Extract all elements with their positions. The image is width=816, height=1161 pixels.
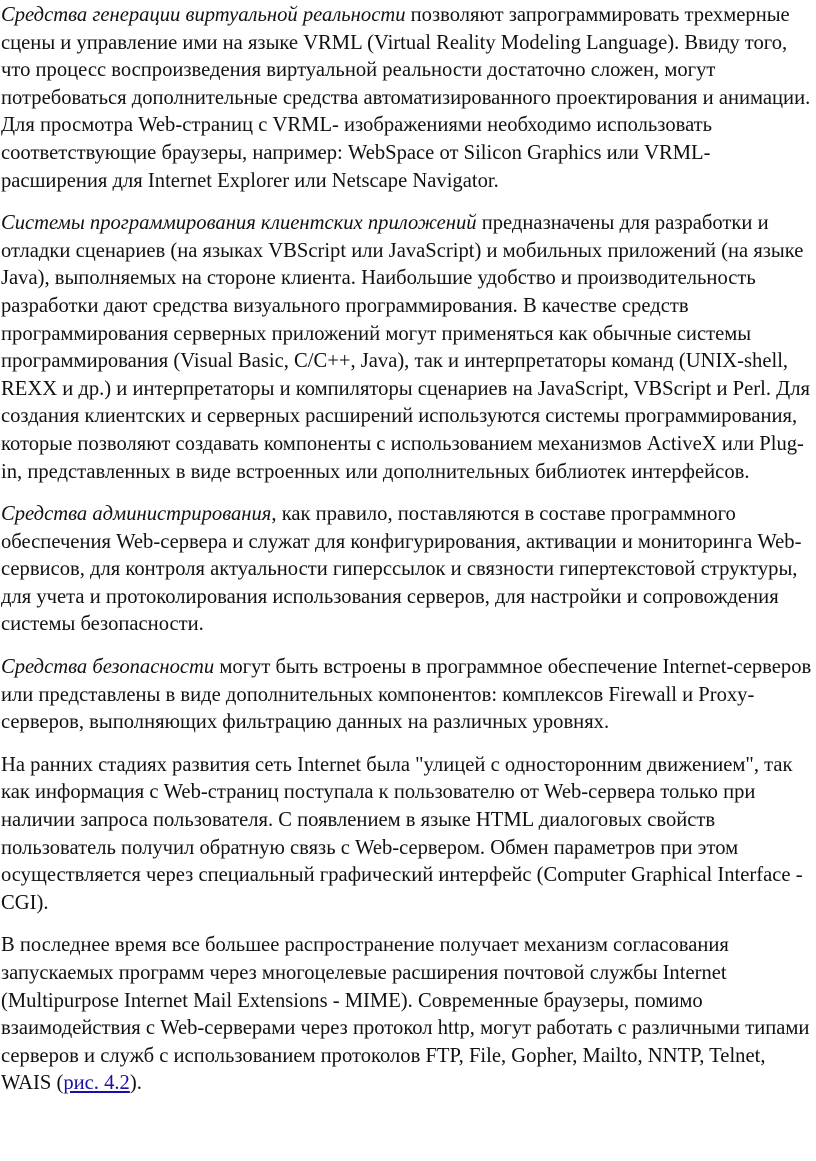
paragraph-text-end: ). bbox=[129, 1072, 142, 1095]
paragraph-text: могут быть встроены в программное обеспечение Internet-серверов или представлены в виде дополнительных компонентов: комплексов Firewall и Proxy-серверов, выполняющих фильтрацию данных на различных уровнях. bbox=[1, 656, 812, 734]
figure-link[interactable]: рис. 4.2 bbox=[63, 1072, 130, 1095]
paragraph-mime bbox=[1, 932, 816, 1098]
paragraph-security-tools bbox=[1, 654, 816, 737]
paragraph-text: предназначены для разработки и отладки сценариев (на языках VBScript или JavaScript) и мобильных приложений (на языке Java), выполняемых на стороне клиента. Наибольшие удобство и производительность разработки дают средства визуального программирования. В качестве средств программирования серверных приложений могут применяться как обычные системы программирования (Visual Basic, C/C++, Java), так и интерпретаторы команд (UNIX-shell, REXX и др.) и интерпретаторы и компиляторы сценариев на JavaScript, VBScript и Perl. Для создания клиентских и серверных расширений используются системы программирования, которые позволяют создавать компоненты с использованием механизмов ActiveX или Plug-in, представленных в виде встроенных или дополнительных библиотек интерфейсов. bbox=[1, 212, 810, 483]
paragraph-text: , как правило, поставляются в составе программного обеспечения Web-сервера и служат для конфигурирования, активации и мониторинга Web-сервисов, для контроля актуальности гиперссылок и связности гипертекстовой структуры, для учета и протоколирования использования серверов, для настройки и сопровождения системы безопасности. bbox=[1, 503, 802, 636]
paragraph-text: позволяют запрограммировать трехмерные сцены и управление ими на языке VRML (Virtual Reality Modeling Language). Ввиду того, что процесс воспроизведения виртуальной реальности достаточно сложен, могут потребоваться дополнительные средства автоматизированного проектирования и анимации. Для просмотра Web-страниц с VRML- изображениями необходимо использовать соответствующие браузеры, например: WebSpace от Silicon Graphics или VRML-расширения для Internet Explorer или Netscape Navigator. bbox=[1, 4, 811, 192]
paragraph-client-programming bbox=[1, 210, 816, 486]
term-security-tools: Средства безопасности bbox=[1, 656, 215, 679]
term-admin-tools: Средства администрирования bbox=[1, 503, 272, 526]
term-client-programming: Системы программирования клиентских приложений bbox=[1, 212, 477, 235]
document-page bbox=[1, 0, 816, 1113]
term-vr-tools: Средства генерации виртуальной реальности bbox=[1, 4, 406, 26]
paragraph-cgi bbox=[1, 752, 816, 918]
paragraph-admin-tools bbox=[1, 501, 816, 639]
paragraph-vr-tools bbox=[1, 2, 816, 195]
paragraph-text: В последнее время все большее распространение получает механизм согласования запускаемых программ через многоцелевые расширения почтовой службы Internet (Multipurpose Internet Mail Extensions - MIME). Современные браузеры, помимо взаимодействия с Web-серверами через протокол http, могут работать с различными типами серверов и служб с использованием протоколов FTP, File, Gopher, Mailto, NNTP, Telnet, WAIS ( bbox=[1, 934, 810, 1095]
paragraph-text: На ранних стадиях развития сеть Internet была "улицей с односторонним движением", так как информация с Web-страниц поступала к пользователю от Web-сервера только при наличии запроса пользователя. С появлением в языке HTML диалоговых свойств пользователь получил обратную связь с Web-сервером. Обмен параметров при этом осуществляется через специальный графический интерфейс (Computer Graphical Interface - CGI). bbox=[1, 753, 803, 914]
